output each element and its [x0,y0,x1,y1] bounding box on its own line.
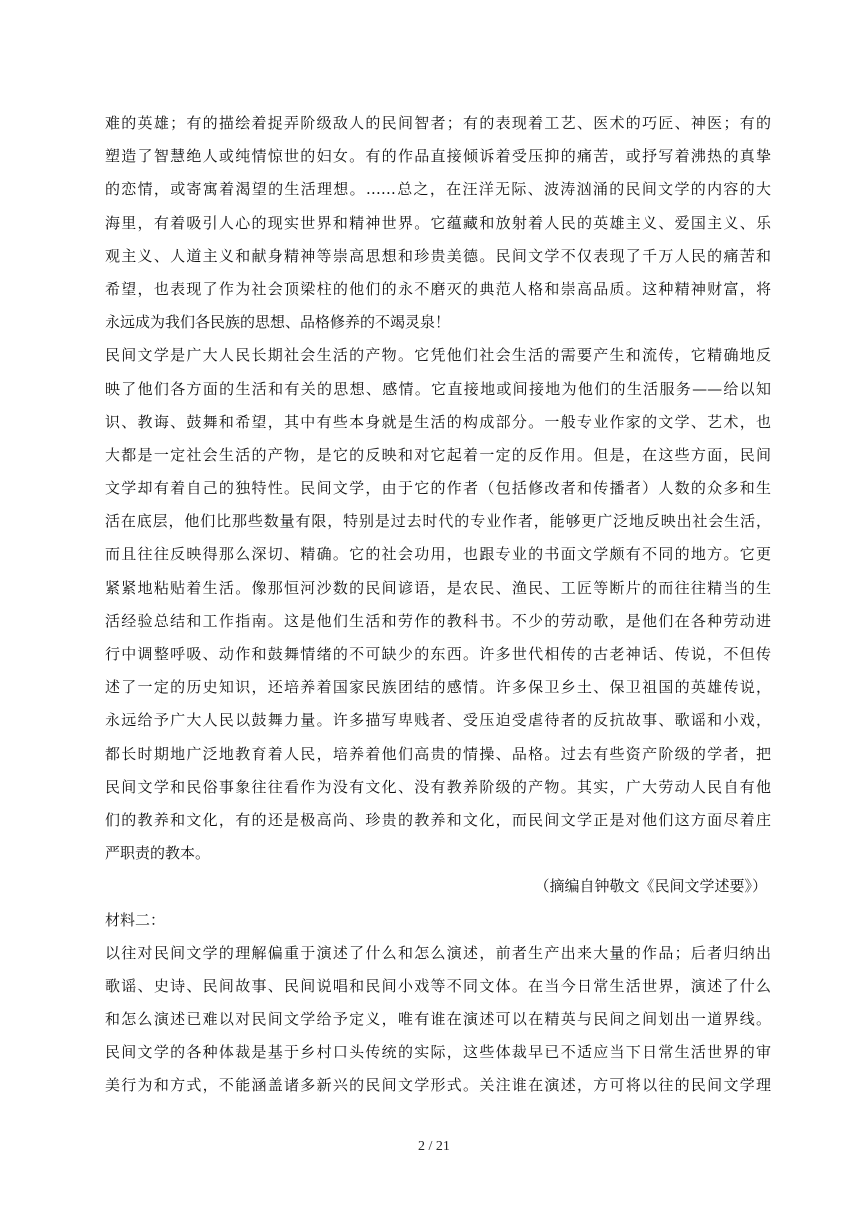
text-line: 民间文学的各种体裁是基于乡村口头传统的实际，这些体裁早已不适应当下日常生活世界的审 [105,1043,771,1062]
text-line: 活在底层，他们比那些数量有限，特别是过去时代的专业作者，能够更广泛地反映出社会生活， [105,512,771,531]
page-number: 2 / 21 [418,1139,450,1154]
text-line: 大都是一定社会生活的产物，是它的反映和对它起着一定的反作用。但是，在这些方面，民间 [105,445,771,464]
text-line: 民间文学是广大人民长期社会生活的产物。它凭他们社会生活的需要产生和流传，它精确地反 [105,346,771,365]
text-line: 观主义、人道主义和献身精神等崇高思想和珍贵美德。民间文学不仅表现了千万人民的痛苦和 [105,246,771,265]
text-line: 行中调整呼吸、动作和鼓舞情绪的不可缺少的东西。许多世代相传的古老神话、传说，不但传 [105,645,771,663]
text-line: 希望，也表现了作为社会顶梁柱的他们的永不磨灭的典范人格和崇高品质。这种精神财富，将 [105,279,771,298]
paragraph-3 [105,937,771,1103]
text-line: 文学却有着自己的独特性。民间文学，由于它的作者（包括修改者和传播者）人数的众多和生 [105,479,771,498]
paragraph-1 [105,107,771,339]
text-line: 而且往往反映得那么深切、精确。它的社会功用，也跟专业的书面文学颇有不同的地方。它更 [105,545,771,564]
page-content [105,107,771,1103]
text-line: 以往对民间文学的理解偏重于演述了什么和怎么演述，前者生产出来大量的作品；后者归纳出 [105,943,771,962]
paragraph-2 [105,339,771,870]
text-line: 严职责的教本。 [105,844,211,863]
material-label: 材料二： [105,910,166,929]
source-citation: （摘编自钟敬文《民间文学述要》） [534,877,767,896]
text-line: 的恋情，或寄寓着渴望的生活理想。……总之，在汪洋无际、波涛汹涌的民间文学的内容的大 [105,180,771,199]
text-line: 民间文学和民俗事象往往看作为没有文化、没有教养阶级的产物。其实，广大劳动人民自有他 [105,777,771,796]
text-line: 永远成为我们各民族的思想、品格修养的不竭灵泉！ [105,313,451,332]
text-line: 们的教养和文化，有的还是极高尚、珍贵的教养和文化，而民间文学正是对他们这方面尽着庄 [105,810,771,829]
text-line: 活经验总结和工作指南。这是他们生活和劳作的教科书。不少的劳动歌，是他们在各种劳动进 [105,611,771,630]
text-line: 美行为和方式，不能涵盖诸多新兴的民间文学形式。关注谁在演述，方可将以往的民间文学理 [105,1076,771,1095]
text-line: 海里，有着吸引人心的现实世界和精神世界。它蕴藏和放射着人民的英雄主义、爱国主义、乐 [105,213,771,232]
text-line: 映了他们各方面的生活和有关的思想、感情。它直接地或间接地为他们的生活服务——给以知 [105,379,771,398]
text-line: 都长时期地广泛地教育着人民，培养着他们高贵的情操、品格。过去有些资产阶级的学者，把 [105,744,771,763]
text-line: 难的英雄；有的描绘着捉弄阶级敌人的民间智者；有的表现着工艺、医术的巧匠、神医；有的 [105,114,771,132]
text-line: 识、教诲、鼓舞和希望，其中有些本身就是生活的构成部分。一般专业作家的文学、艺术，也 [105,412,771,431]
text-line: 塑造了智慧绝人或纯情惊世的妇女。有的作品直接倾诉着受压抑的痛苦，或抒写着沸热的真挚 [105,147,771,166]
text-line: 述了一定的历史知识，还培养着国家民族团结的感情。许多保卫乡土、保卫祖国的英雄传说， [105,678,771,697]
text-line: 永远给予广大人民以鼓舞力量。许多描写卑贱者、受压迫受虐待者的反抗故事、歌谣和小戏， [105,711,771,730]
text-line: 歌谣、史诗、民间故事、民间说唱和民间小戏等不同文体。在当今日常生活世界，演述了什么 [105,976,771,995]
text-line: 紧紧地粘贴着生活。像那恒河沙数的民间谚语，是农民、渔民、工匠等断片的而往往精当的生 [105,578,771,597]
text-line: 和怎么演述已难以对民间文学给予定义，唯有谁在演述可以在精英与民间之间划出一道界线。 [105,1010,771,1029]
